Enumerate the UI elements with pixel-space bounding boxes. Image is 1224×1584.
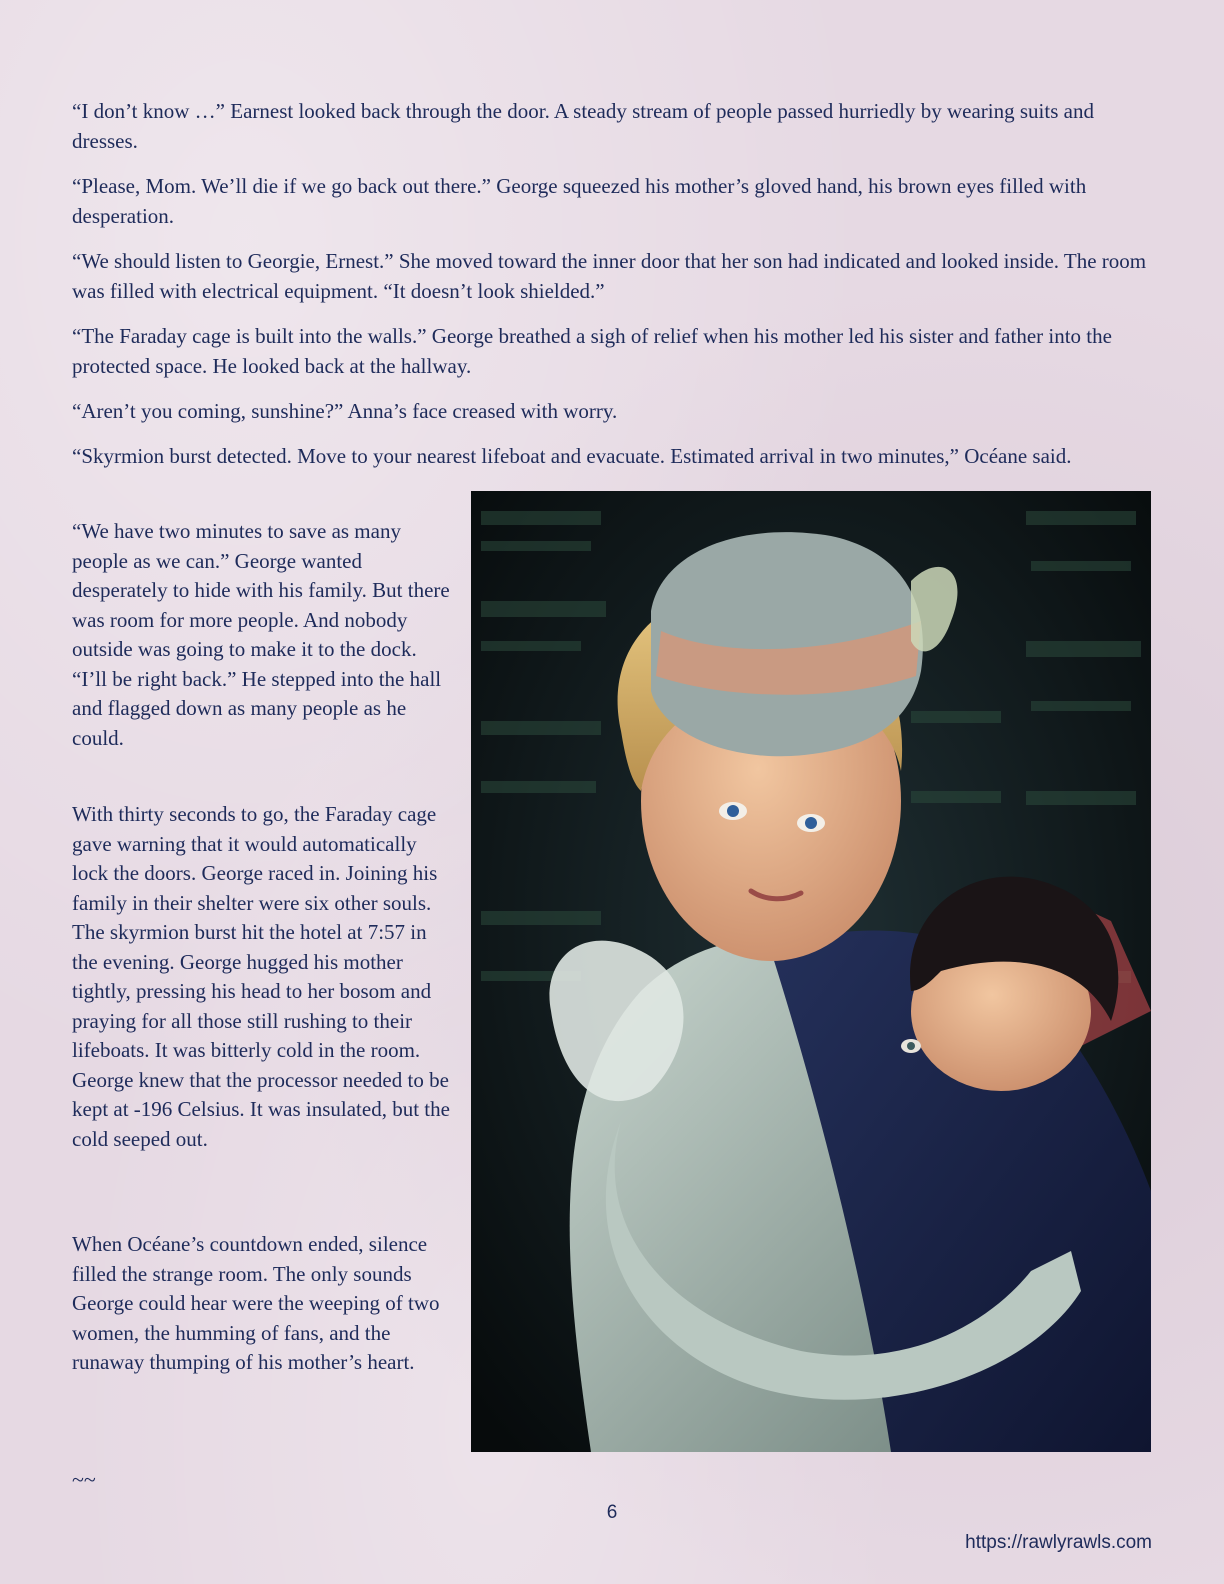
- story-illustration: [471, 491, 1151, 1452]
- paragraph-1: “I don’t know …” Earnest looked back through the door. A steady stream of people passed hurriedly by wearing suits and dresses.: [72, 99, 1094, 153]
- paragraph-8: With thirty seconds to go, the Faraday cage gave warning that it would automatically lock the doors. George raced in. Joining his family in their shelter were six other souls. The skyrmion burst hit the hotel at 7:57 in the evening. George hugged his mother tightly, pressing his head to her bosom and praying for all those still rushing to their lifeboats. It was bitterly cold in the room. George knew that the processor needed to be kept at -196 Celsius. It was insulated, but the cold seeped out.: [72, 802, 450, 1151]
- paragraph-7: “We have two minutes to save as many people as we can.” George wanted desperately to hide with his family. But there was room for more people. And nobody outside was going to make it to the dock. “I’ll be right back.” He stepped into the hall and flagged down as many people as he could.: [72, 519, 450, 750]
- paragraph-5: “Aren’t you coming, sunshine?” Anna’s face creased with worry.: [72, 399, 618, 423]
- paragraph-6: “Skyrmion burst detected. Move to your nearest lifeboat and evacuate. Estimated arrival in two minutes,” Océane said.: [72, 444, 1072, 468]
- page-number: 6: [606, 1502, 618, 1523]
- paragraph-2: “Please, Mom. We’ll die if we go back out there.” George squeezed his mother’s gloved hand, his brown eyes filled with desperation.: [72, 174, 1087, 228]
- paragraph-9: When Océane’s countdown ended, silence filled the strange room. The only sounds George could hear were the weeping of two women, the humming of fans, and the runaway thumping of his mother’s heart.: [72, 1232, 440, 1374]
- footer-url-link[interactable]: https://rawlyrawls.com: [965, 1532, 1152, 1553]
- section-break: ~~: [72, 1467, 96, 1492]
- paragraph-3: “We should listen to Georgie, Ernest.” She moved toward the inner door that her son had indicated and looked inside. The room was filled with electrical equipment. “It doesn’t look shielded.”: [72, 249, 1147, 303]
- paragraph-4: “The Faraday cage is built into the walls.” George breathed a sigh of relief when his mother led his sister and father into the protected space. He looked back at the hallway.: [72, 324, 1112, 378]
